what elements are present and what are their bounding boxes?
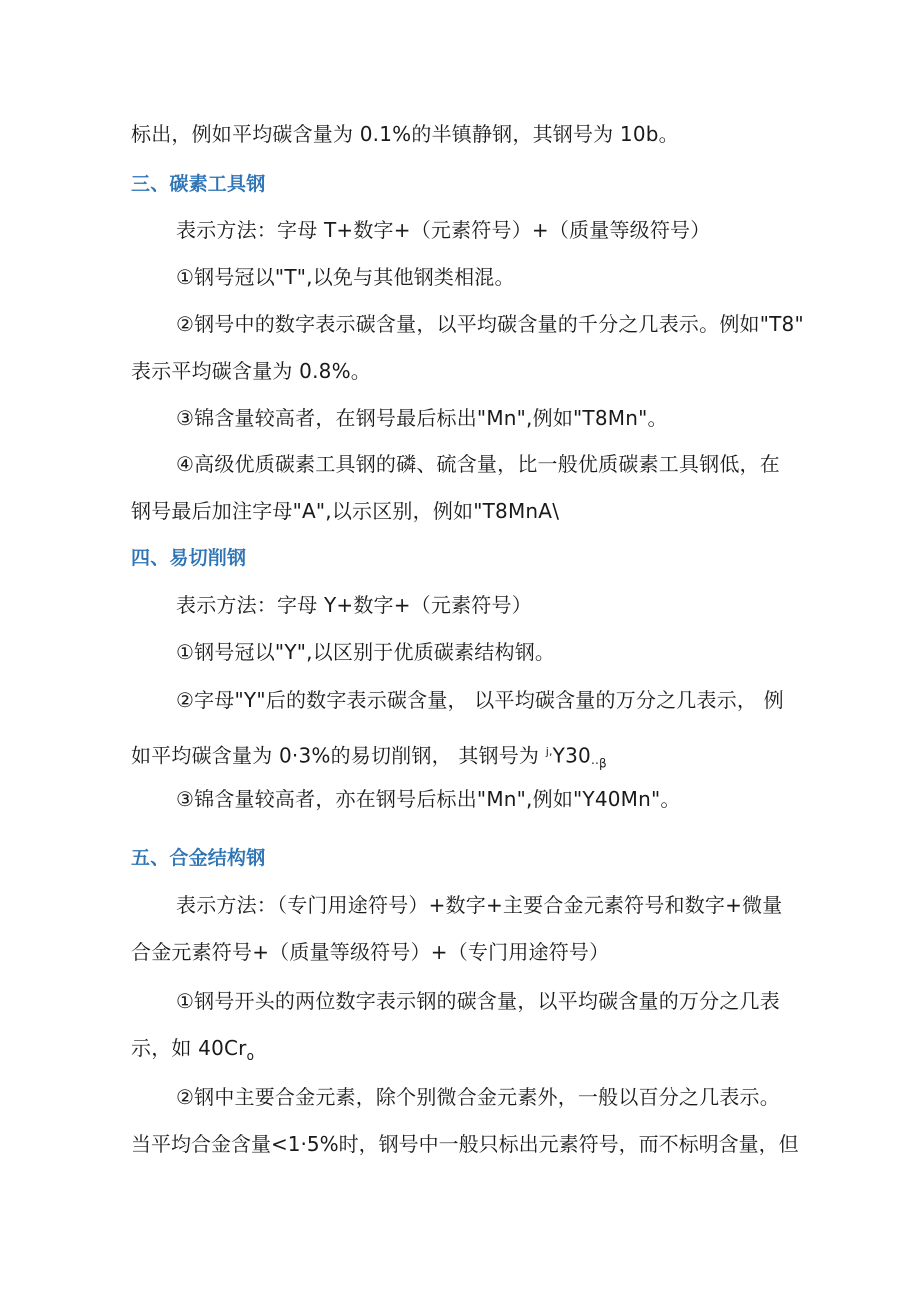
paragraph-line: 表示平均碳含量为 0.8%。 [131, 359, 371, 383]
paragraph-line-with-code [131, 740, 607, 776]
subscript-mark: o [246, 1049, 255, 1063]
paragraph-line: 合金元素符号+（质量等级符号）+（专门用途符号） [131, 940, 610, 964]
paragraph-line: 表示方法：字母 T+数字+（元素符号）+（质量等级符号） [176, 218, 711, 242]
paragraph-line: ②钢中主要合金元素，除个别微合金元素外，一般以百分之几表示。 [176, 1085, 780, 1109]
paragraph-text: 如平均碳含量为 0·3%的易切削钢， 其钢号为 [131, 743, 540, 768]
paragraph-line: ①钢号开头的两位数字表示钢的碳含量，以平均碳含量的万分之几表 [176, 989, 780, 1013]
superscript-mark: j, [545, 745, 553, 758]
steel-code: Y30 [552, 743, 591, 768]
paragraph-line: ②字母"Y"后的数字表示碳含量， 以平均碳含量的万分之几表示， 例 [176, 688, 784, 712]
paragraph-line: ①钢号冠以"T",以免与其他钢类相混。 [176, 265, 515, 289]
paragraph-line: 表示方法：字母 Y+数字+（元素符号） [176, 593, 532, 617]
subscript-mark: ··β [590, 756, 607, 771]
section-heading-5: 五、合金结构钢 [131, 847, 266, 869]
paragraph-line: ②钢号中的数字表示碳含量，以平均碳含量的千分之几表示。例如"T8" [176, 312, 804, 336]
paragraph-line: ④高级优质碳素工具钢的磷、硫含量，比一般优质碳素工具钢低，在 [176, 452, 780, 476]
section-heading-4: 四、易切削钢 [131, 547, 247, 569]
section-heading-3: 三、碳素工具钢 [131, 173, 266, 195]
paragraph-line: 钢号最后加注字母"A",以示区别，例如"T8MnA\ [131, 499, 560, 523]
paragraph-line: 标出，例如平均碳含量为 0.1%的半镇静钢，其钢号为 10b。 [131, 122, 679, 146]
paragraph-line-with-sub [131, 1036, 254, 1068]
paragraph-line: 表示方法：（专门用途符号）+数字+主要合金元素符号和数字+微量 [176, 893, 783, 917]
paragraph-line: 当平均合金含量<1·5%时，钢号中一般只标出元素符号，而不标明含量，但 [131, 1132, 799, 1156]
paragraph-text: 示，如 40Cr [131, 1036, 247, 1060]
paragraph-line: ③锦含量较高者，亦在钢号后标出"Mn",例如"Y40Mn"。 [176, 787, 681, 811]
paragraph-line: ①钢号冠以"Y",以区别于优质碳素结构钢。 [176, 640, 556, 664]
paragraph-line: ③锦含量较高者，在钢号最后标出"Mn",例如"T8Mn"。 [176, 406, 668, 430]
